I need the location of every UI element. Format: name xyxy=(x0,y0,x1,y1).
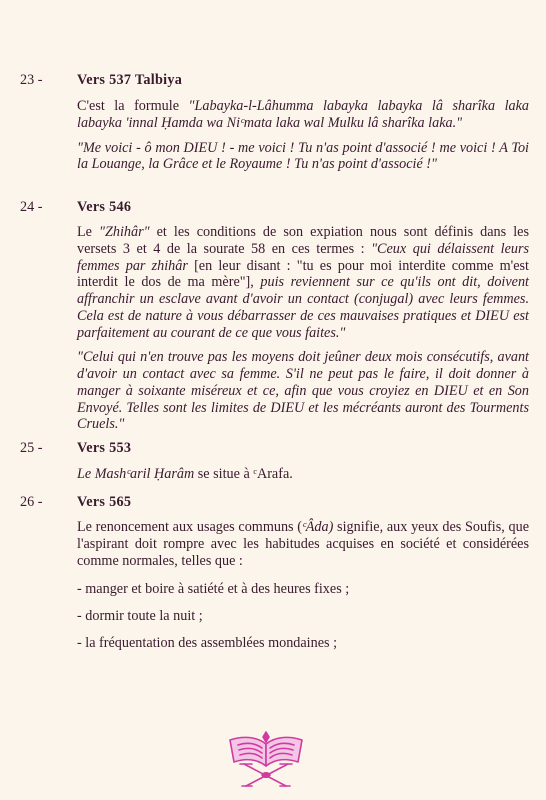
note-heading: Vers 546 xyxy=(77,199,132,215)
text-run: signifie, aux yeux des Soufis, que l'aspirant doit rompre avec les habitudes acquises en société et considérées comme normales, telles que : xyxy=(77,519,529,569)
quote: "Ceux qui délaissent leurs femmes par zhihâr xyxy=(77,240,530,274)
note-number: 25 - xyxy=(20,440,43,456)
list-item: - la fréquentation des assemblées mondaines ; xyxy=(77,634,338,651)
note-body xyxy=(77,519,529,662)
quote: puis reviennent sur ce qu'ils ont dit, doivent affranchir un esclave avant d'avoir un contact (conjugal) avec leurs femmes. Cela est de nature à vous débarrasser de ces mauvaises pratiques et DIEU est parfaitement au courant de ce que vous faites." xyxy=(77,274,529,341)
note-heading: Vers 537 Talbiya xyxy=(77,72,183,88)
habits-list xyxy=(77,581,529,651)
list-item: - dormir toute la nuit ; xyxy=(77,608,203,624)
place-name: Le Mashᶜaril Ḥarâm xyxy=(77,466,195,482)
text-run: se situe à ᶜArafa. xyxy=(194,466,293,482)
term: ᶜÂda) xyxy=(302,519,334,535)
paragraph xyxy=(77,224,529,341)
term: "Zhihâr" xyxy=(99,224,150,240)
list-item: - manger et boire à satiété et à des heures fixes ; xyxy=(77,581,350,598)
note-body xyxy=(77,466,529,491)
text-run: et les conditions de son expiation nous sont définis dans les versets 3 et 4 de la sourate 58 en ces termes : xyxy=(77,224,529,257)
text-run: [en leur disant : "tu es pour moi interdite comme m'est interdit le dos de ma mère"], xyxy=(77,257,529,291)
note-number: 26 - xyxy=(20,494,43,510)
text-run: Le renoncement aux usages communs ( xyxy=(77,519,303,535)
note-number: 24 - xyxy=(20,199,43,215)
paragraph xyxy=(77,98,529,132)
paragraph xyxy=(77,519,529,569)
quran-on-stand-icon xyxy=(222,724,310,790)
note-heading: Vers 553 xyxy=(77,440,132,456)
text-run: Le xyxy=(77,224,100,240)
note-number: 23 - xyxy=(20,72,43,88)
translation: "Me voici - ô mon DIEU ! - me voici ! Tu n'as point d'associé ! me voici ! A Toi la Louange, la Grâce et le Royaume ! Tu n'as point d'associé !" xyxy=(77,139,529,173)
text-run: C'est la formule xyxy=(77,98,189,114)
note-heading: Vers 565 xyxy=(77,494,132,510)
paragraph xyxy=(77,466,529,483)
transliteration: "Labayka-l-Lâhumma labayka labayka lâ sharîka laka labayka 'innal Ḥamda wa Niᶜmata laka wal Mulku lâ sharîka laka." xyxy=(77,98,529,131)
quote-paragraph: "Celui qui n'en trouve pas les moyens doit jeûner deux mois consécutifs, avant d'avoir un contact avec sa femme. S'il ne peut pas le faire, il doit donner à manger à soixante miséreux et ce, afin que vous croyiez en DIEU et en Son Envoyé. Telles sont les limites de DIEU et les mécréants auront des Tourments Cruels." xyxy=(77,349,529,433)
note-body xyxy=(77,98,529,181)
note-body xyxy=(77,224,529,441)
